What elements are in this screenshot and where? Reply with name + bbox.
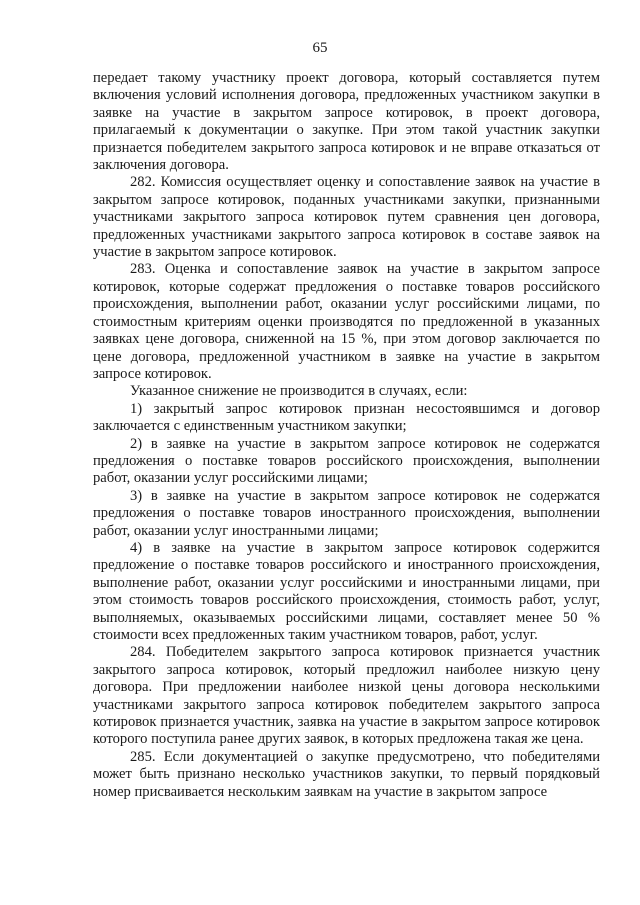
paragraph-282: 282. Комиссия осуществляет оценку и сопоставление заявок на участие в закрытом запросе котировок, поданных участниками закупки, признанными участниками закрытого запроса котировок путем сравнения цен договора, предложенных участниками закрытого запроса котировок в составе заявок на участие в закрытом запросе котировок.	[93, 174, 600, 261]
paragraph-continuation: передает такому участнику проект договора, который составляется путем включения условий исполнения договора, предложенных участником закупки в заявке на участие в закрытом запросе котировок, в проект договора, прилагаемый к документации о закупке. При этом такой участник закупки признается победителем закрытого запроса котировок и не вправе отказаться от заключения договора.	[93, 70, 600, 174]
paragraph-285: 285. Если документацией о закупке предусмотрено, что победителями может быть признано несколько участников закупки, то первый порядковый номер присваивается нескольким заявкам на участие в закрытом запросе	[93, 748, 600, 800]
paragraph-283: 283. Оценка и сопоставление заявок на участие в закрытом запросе котировок, которые содержат предложения о поставке товаров российского происхождения, выполнении работ, оказании услуг российскими лицами, по стоимостным критериям оценки производятся по предложенной в указанных заявках цене договора, сниженной на 15 %, при этом договор заключается по цене договора, предложенной участником в заявке на участие в закрытом запросе котировок.	[93, 261, 600, 382]
list-item-4: 4) в заявке на участие в закрытом запросе котировок содержится предложение о поставке товаров российского и иностранного происхождения, выполнение работ, оказании услуг российскими и иностранными лицами, при этом стоимость товаров российского происхождения, стоимость работ, услуг, выполняемых, оказываемых российскими лицами, составляет менее 50 % стоимости всех предложенных таким участником товаров, работ, услуг.	[93, 539, 600, 643]
paragraph-reduction-exceptions: Указанное снижение не производится в случаях, если:	[130, 383, 468, 400]
list-item-2: 2) в заявке на участие в закрытом запросе котировок не содержатся предложения о поставке товаров российского происхождения, выполнении работ, оказании услуг российскими лицами;	[93, 435, 600, 487]
body-text	[93, 70, 600, 801]
paragraph-284: 284. Победителем закрытого запроса котировок признается участник закрытого запроса котировок, который предложил наиболее низкую цену договора. При предложении наиболее низкой цены договора несколькими участниками закрытого запроса котировок победителем закрытого запроса котировок признается участник, заявка на участие в закрытом запросе котировок которого поступила ранее других заявок, в которых предложена такая же цена.	[93, 644, 600, 748]
list-item-1: 1) закрытый запрос котировок признан несостоявшимся и договор заключается с единственным участником закупки;	[93, 400, 600, 435]
page-number: 65	[312, 40, 328, 56]
list-item-3: 3) в заявке на участие в закрытом запросе котировок не содержатся предложения о поставке товаров иностранного происхождения, выполнении работ, оказании услуг иностранными лицами;	[93, 487, 600, 539]
